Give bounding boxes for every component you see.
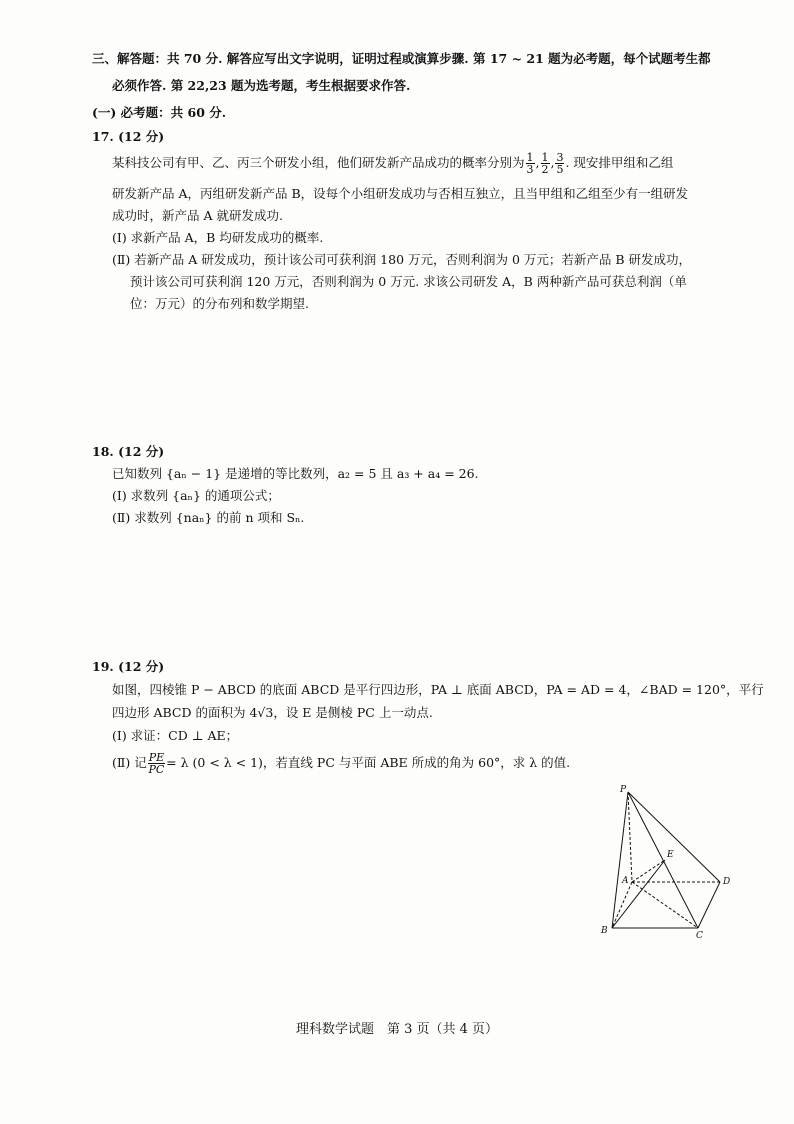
q17-frac3-num: 3: [556, 151, 564, 164]
q17-sep2: ,: [550, 155, 555, 170]
q17-fraction-3: [555, 152, 564, 175]
q19-ratio-fraction: [148, 752, 165, 775]
required-label: (一) 必考题：共 60 分.: [92, 105, 227, 120]
segment-be: [612, 860, 665, 928]
q17-part2-line1: (Ⅱ) 若新产品 A 研发成功，预计该公司可获利润 180 万元，否则利润为 0 万元；若新产品 B 研发成功，: [112, 252, 692, 267]
q17-line3: 成功时，新产品 A 就研发成功.: [112, 208, 283, 223]
q19-part2-post: = λ (0 < λ < 1)，若直线 PC 与平面 ABE 所成的角为 60°，求 λ 的值.: [166, 755, 571, 770]
q18-line1: 已知数列 {aₙ − 1} 是递增的等比数列，a₂ = 5 且 a₃ + a₄ = 26.: [112, 466, 479, 481]
q17-fraction-1: [526, 152, 535, 175]
label-b: B: [601, 926, 608, 936]
q17-frac1-num: 1: [526, 151, 534, 164]
edge-pb: [612, 792, 628, 928]
q17-part2-line2: 预计该公司可获利润 120 万元，否则利润为 0 万元. 求该公司研发 A，B 两种新产品可获总利润（单: [130, 274, 687, 289]
q17-part1: (Ⅰ) 求新产品 A，B 均研发成功的概率.: [112, 230, 324, 245]
label-e: E: [667, 850, 674, 860]
q17-frac2-den: 2: [541, 163, 549, 176]
q18-number: 18. (12 分): [92, 444, 165, 459]
diagonal-ac: [632, 882, 698, 928]
edge-pc: [628, 792, 698, 928]
q19-part2-pre: (Ⅱ) 记: [112, 755, 147, 770]
label-c: C: [696, 931, 703, 940]
q17-part2-line3: 位：万元）的分布列和数学期望.: [130, 296, 309, 311]
section-heading-line1: 三、解答题：共 70 分. 解答应写出文字说明，证明过程或演算步骤. 第 17 ~ 21 题为必考题，每个试题考生都: [92, 51, 711, 66]
q19-frac-den: PC: [148, 763, 165, 776]
label-a: A: [622, 876, 629, 886]
q19-number: 19. (12 分): [92, 659, 165, 674]
label-p: P: [620, 785, 627, 795]
q18-part2: (Ⅱ) 求数列 {naₙ} 的前 n 项和 Sₙ.: [112, 510, 305, 525]
q19-part1: (Ⅰ) 求证：CD ⊥ AE；: [112, 728, 239, 743]
q17-frac3-den: 5: [556, 163, 564, 176]
q17-fraction-2: [541, 152, 550, 175]
page-footer: 理科数学试题 第 3 页（共 4 页）: [295, 1022, 499, 1037]
segment-ae: [632, 860, 665, 882]
q19-part2: [112, 750, 570, 776]
q17-line1-pre: 某科技公司有甲、乙、丙三个研发小组，他们研发新产品成功的概率分别为: [112, 155, 525, 170]
q17-line1-post: . 现安排甲组和乙组: [565, 155, 674, 170]
label-d: D: [723, 877, 731, 887]
q17-line1: [112, 150, 673, 176]
q17-number: 17. (12 分): [92, 129, 165, 144]
q18-part1: (Ⅰ) 求数列 {aₙ} 的通项公式；: [112, 488, 280, 503]
q17-frac2-num: 1: [541, 151, 549, 164]
edge-cd: [698, 882, 720, 928]
q17-frac1-den: 3: [526, 163, 534, 176]
q19-line2: 四边形 ABCD 的面积为 4√3，设 E 是侧棱 PC 上一动点.: [112, 705, 433, 720]
q17-sep1: ,: [535, 155, 540, 170]
q17-line2: 研发新产品 A，丙组研发新产品 B，设每个小组研发成功与否相互独立，且当甲组和乙组至少有一组研发: [112, 186, 689, 201]
q19-line1: 如图，四棱锥 P − ABCD 的底面 ABCD 是平行四边形，PA ⊥ 底面 ABCD，PA = AD = 4，∠BAD = 120°，平行: [112, 682, 764, 697]
pyramid-figure: [590, 780, 740, 940]
edge-pa: [628, 792, 632, 882]
section-heading-line2: 必须作答. 第 22,23 题为选考题，考生根据要求作答.: [112, 78, 411, 93]
q19-frac-num: PE: [148, 751, 165, 764]
edge-pd: [628, 792, 720, 882]
